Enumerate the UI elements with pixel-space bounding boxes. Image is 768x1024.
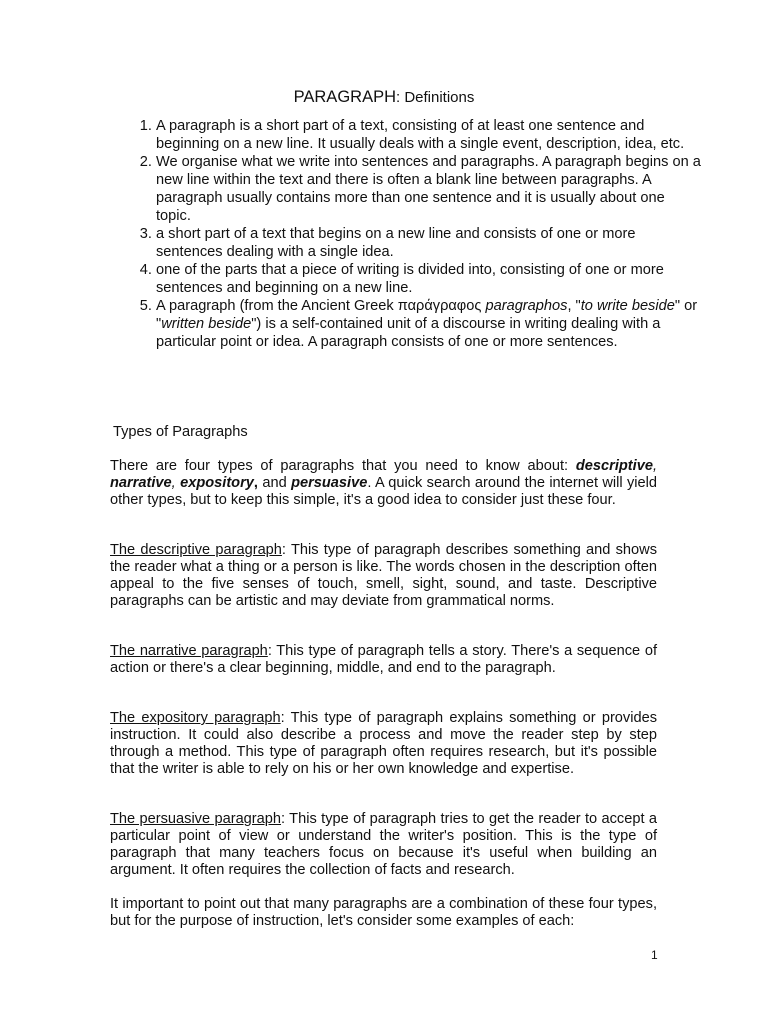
intro-comma-3: , [253, 475, 258, 491]
def5-written-beside: written beside [161, 316, 252, 332]
persuasive-paragraph [110, 811, 657, 879]
definitions-list [115, 117, 701, 351]
intro-expository: expository [180, 475, 254, 491]
intro-part-a: There are four types of paragraphs that you need to know about: [110, 458, 576, 474]
definition-item-5 [156, 297, 701, 351]
intro-comma-2: , [171, 475, 181, 491]
page-number: 1 [651, 948, 658, 962]
descriptive-text: : This type of paragraph describes something and shows the reader what a thing or a person is like. The words chosen in the description often appeal to the five senses of touch, smell, sight, sound, and taste. Descriptive paragraphs can be artistic and may deviate from grammatical norms. [110, 542, 658, 609]
def5-part-g: ") is a self-contained unit of a discourse in writing dealing with a particular point or idea. A paragraph consists of one or more sentences. [156, 316, 661, 350]
expository-text: : This type of paragraph explains something or provides instruction. It could also describe a process and move the reader step by step through a method. This type of paragraph often requires research, but it's possible that the writer is able to rely on his or her own knowledge and expertise. [110, 710, 657, 777]
intro-comma-1: , [652, 458, 657, 474]
def5-part-c: , " [567, 298, 581, 314]
definition-item-1: 1. A paragraph is a short part of a text, consisting of at least one sentence and beginning on a new line. It usually deals with a single event, description, idea, etc. [156, 117, 701, 153]
intro-descriptive: descriptive [575, 458, 653, 474]
definition-item-3: 3. a short part of a text that begins on a new line and consists of one or more sentences dealing with a single idea. [156, 225, 701, 261]
def5-part-e: " or " [156, 298, 698, 332]
descriptive-label: The descriptive paragraph [110, 542, 282, 558]
intro-paragraph [110, 458, 657, 509]
definition-item-2: 2. We organise what we write into sentences and paragraphs. A paragraph begins on a new line within the text and there is often a blank line between paragraphs. A paragraph usually contains more than one sentence and it is usually about one topic. [156, 153, 701, 225]
narrative-text: : This type of paragraph tells a story. There's a sequence of action or there's a clear beginning, middle, and end to the paragraph. [110, 643, 658, 676]
intro-and: and [257, 475, 292, 491]
intro-part-b: . A quick search around the internet will yield other types, but to keep this simple, it's a good idea to consider just these four. [110, 475, 658, 508]
persuasive-label: The persuasive paragraph [110, 811, 282, 827]
expository-paragraph [110, 710, 657, 778]
persuasive-text: : This type of paragraph tries to get the reader to accept a particular point of view or understand the writer's position. This is the type of paragraph that many teachers focus on because it's useful when building an argument. It often requires the collection of facts and research. [110, 811, 657, 878]
types-heading: Types of Paragraphs [113, 424, 248, 440]
expository-label: The expository paragraph [110, 710, 281, 726]
intro-narrative: narrative [110, 475, 172, 491]
title-sub: : Definitions [396, 89, 475, 106]
title-main: PARAGRAPH [293, 88, 396, 106]
definition-item-4: 4. one of the parts that a piece of writing is divided into, consisting of one or more sentences and beginning on a new line. [156, 261, 701, 297]
def5-to-write-beside: to write beside [580, 298, 675, 314]
def5-part-a: A paragraph (from the Ancient Greek παράγραφος [156, 298, 486, 314]
intro-persuasive: persuasive [291, 475, 368, 491]
narrative-paragraph [110, 643, 657, 677]
page-title [0, 87, 768, 108]
closing-paragraph: It important to point out that many paragraphs are a combination of these four types, but for the purpose of instruction, let's consider some examples of each: [110, 896, 657, 929]
def5-greek-translit: paragraphos [485, 298, 568, 314]
narrative-label: The narrative paragraph [110, 643, 268, 659]
descriptive-paragraph [110, 542, 657, 610]
